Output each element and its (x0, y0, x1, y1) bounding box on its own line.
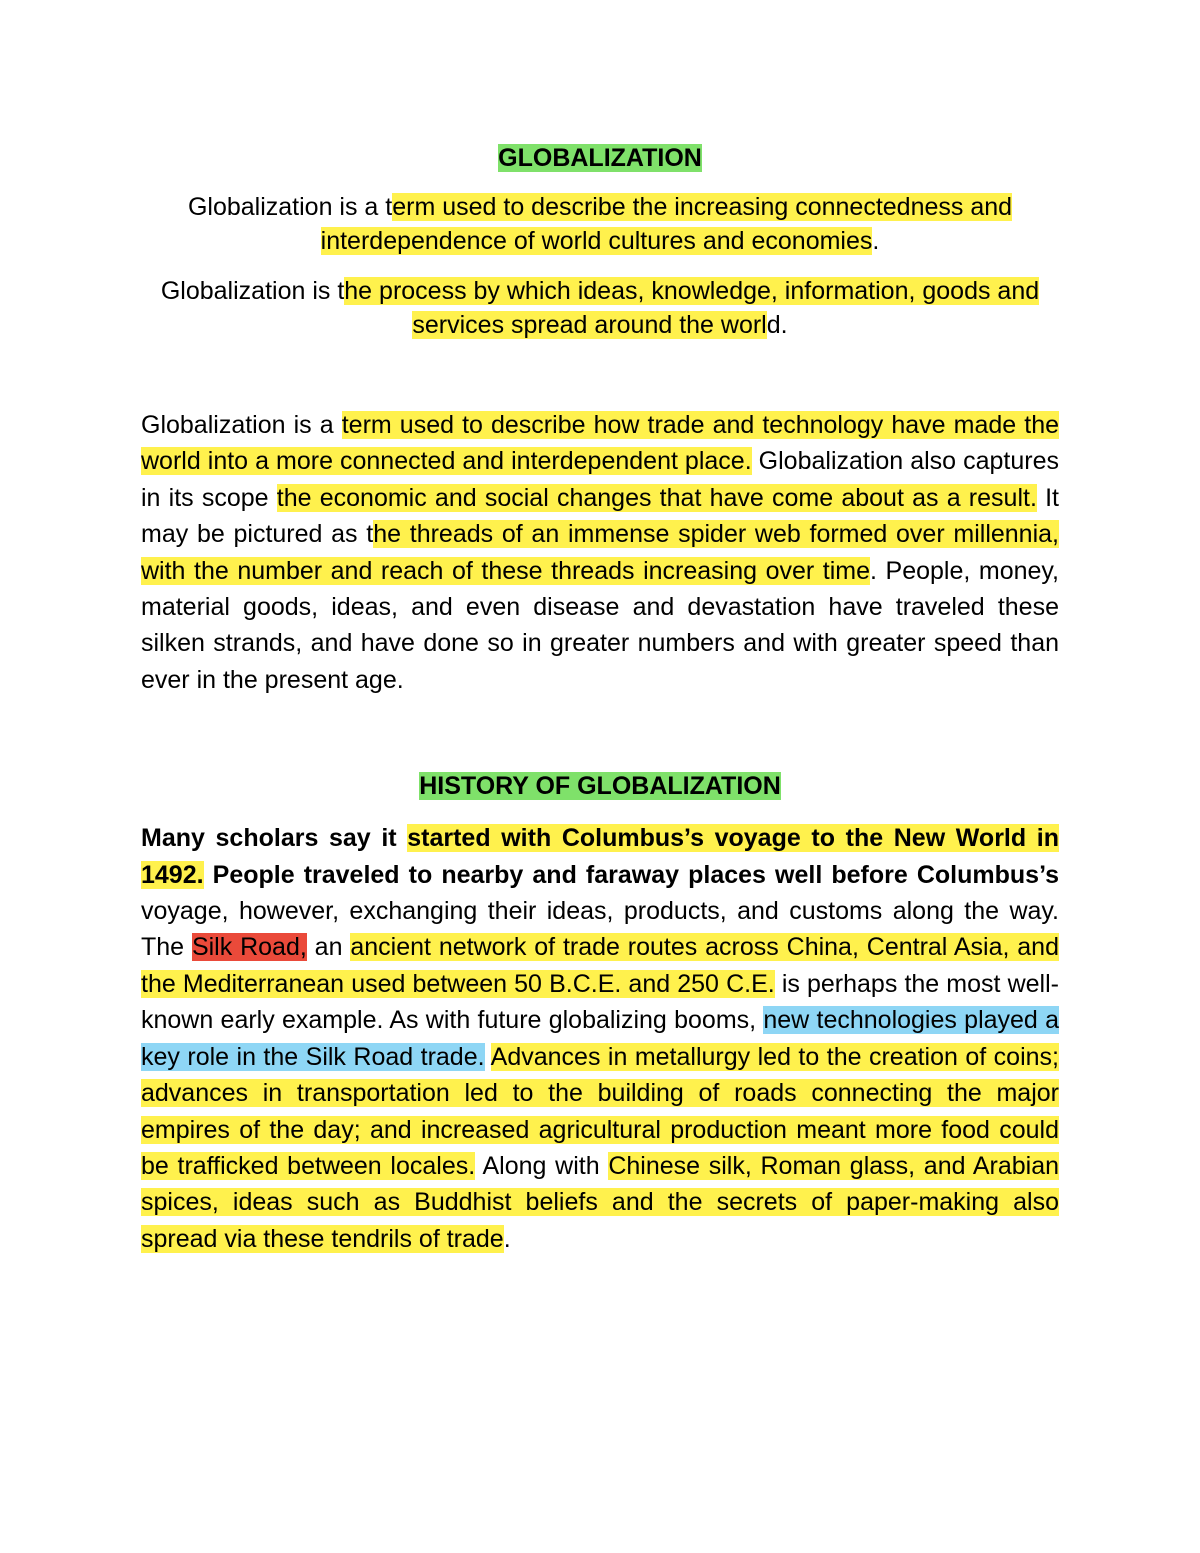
p2-highlight-2: ancient network of trade routes across China, Central Asia, and the Mediterranean used between 50 B.C.E. and 250 C.E. (141, 933, 1059, 998)
p2-text-5: is perhaps the most well-known early example. As with future globalizing booms, (141, 969, 1059, 1035)
paragraph-history (141, 820, 1059, 1257)
p2-highlight-4: Chinese silk, Roman glass, and Arabian spices, ideas such as Buddhist beliefs and the secrets of paper-making also spread via these tendrils of trade (141, 1151, 1059, 1253)
p2-text-3: voyage, however, exchanging their ideas, products, and customs along the way. The (141, 897, 1059, 962)
p2-highlight-silk-road: Silk Road, (191, 933, 307, 962)
document-page (141, 140, 1059, 1257)
p1-text-2: Globalization also captures in its scope (141, 447, 1059, 512)
section-heading-history (141, 768, 1059, 804)
p2-text-2: People traveled to nearby and faraway places well before Columbus’s (203, 860, 1059, 889)
p1-text-1: Globalization is a (141, 411, 342, 439)
p2-text-7: Along with (475, 1151, 609, 1180)
definition-2-prefix: Globalization is t (160, 277, 345, 305)
definition-2-highlight: he process by which ideas, knowledge, information, goods and services spread around the worl (344, 277, 1040, 339)
definition-1 (141, 190, 1059, 258)
p2-text-1: Many scholars say it (141, 824, 408, 853)
p2-text-6 (485, 1043, 491, 1071)
p2-highlight-technologies: new technologies played a key role in the Silk Road trade. (141, 1006, 1060, 1071)
p2-highlight-3: Advances in metallurgy led to the creation of coins; advances in transportation led to the building of roads connecting the major empires of the day; and increased agricultural production meant more food could be trafficked between locales. (141, 1042, 1059, 1180)
p2-highlight-1: started with Columbus’s voyage to the New World in 1492. (141, 824, 1059, 889)
p1-text-4: . People, money, material goods, ideas, and even disease and devastation have traveled these silken strands, and have done so in greater numbers and with greater speed than ever in the present age. (141, 556, 1059, 694)
definition-1-prefix: Globalization is a t (187, 193, 393, 221)
history-title-highlight: HISTORY OF GLOBALIZATION (419, 772, 781, 801)
definition-1-suffix: . (872, 227, 880, 255)
p2-text-4: an (306, 933, 351, 962)
definition-1-highlight: erm used to describe the increasing connectedness and interdependence of world cultures and economies (320, 193, 1013, 255)
definition-2-suffix: d. (766, 311, 788, 339)
p1-highlight-2: the economic and social changes that have come about as a result. (276, 483, 1037, 512)
definition-2 (141, 274, 1059, 342)
page-title (141, 140, 1059, 176)
title-highlight: GLOBALIZATION (498, 144, 702, 172)
p1-highlight-3: he threads of an immense spider web formed over millennia, with the number and reach of these threads increasing over time (141, 520, 1059, 585)
paragraph-globalization (141, 407, 1059, 698)
p2-text-8: . (503, 1224, 511, 1253)
p1-highlight-1: term used to describe how trade and technology have made the world into a more connected and interdependent place. (141, 411, 1059, 476)
p1-text-3: It may be pictured as t (141, 483, 1059, 549)
